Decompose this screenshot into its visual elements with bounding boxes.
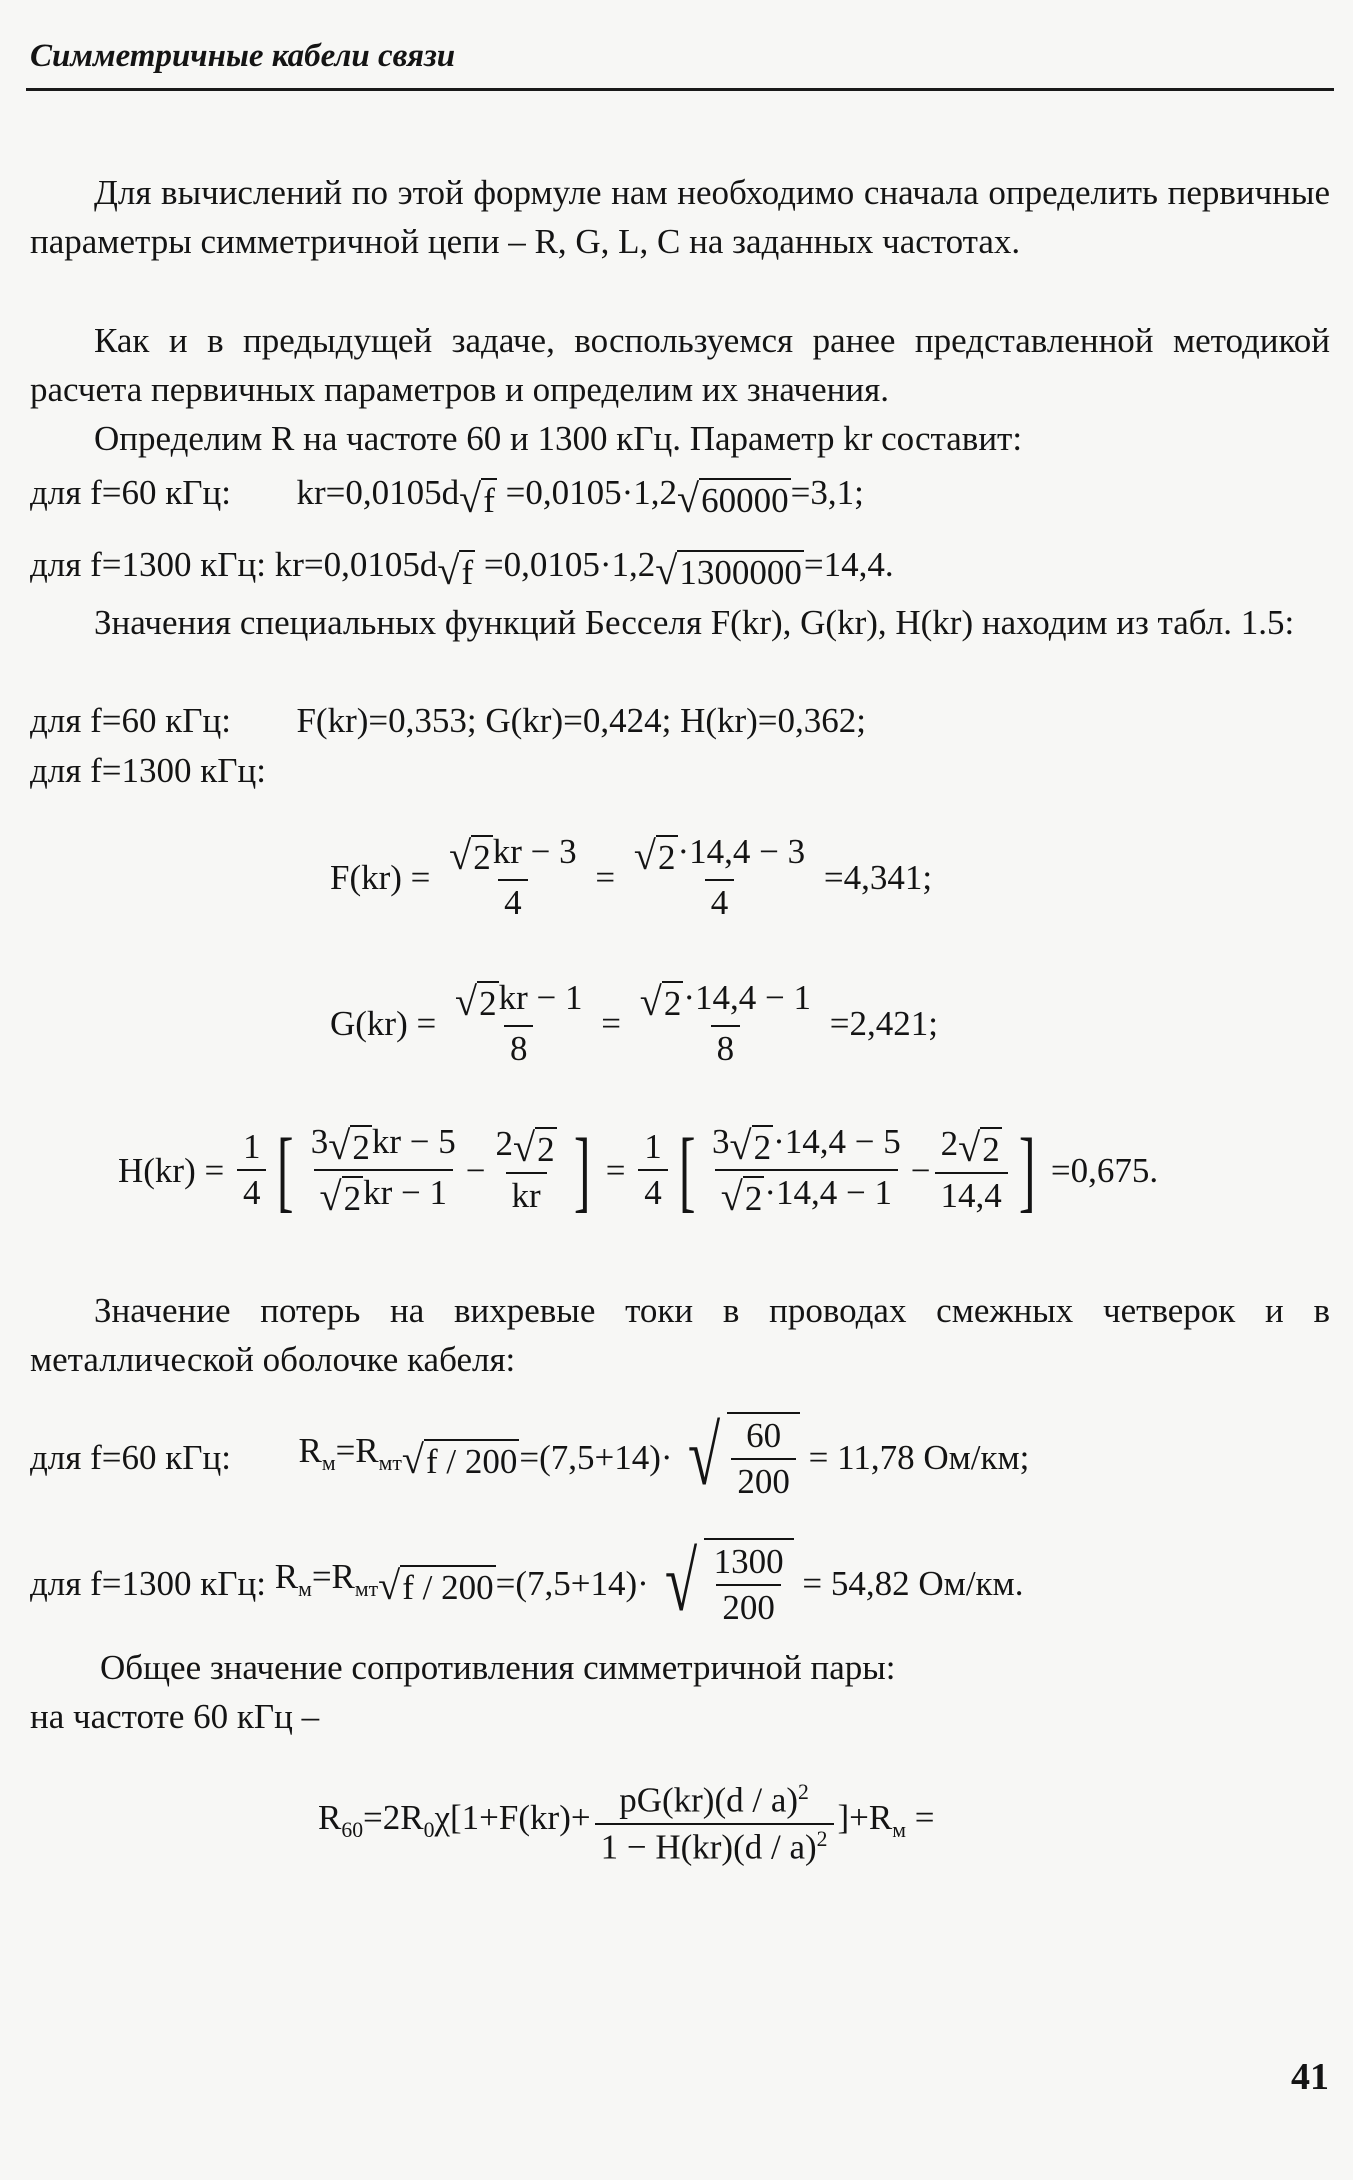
formula-R60: $R_{60}=2R_0\chi[1+F(kr)+$ $\frac{pG(kr)(d / a)^2}{1 - H(kr)(d / a)^2}$ ]$+R_м$ = [318, 1780, 935, 1867]
bessel-60-label: для f=60 кГц: [30, 701, 231, 740]
page-number: 41 [1291, 2056, 1329, 2098]
formula-G: G(kr) = $\frac{√2kr - 1}{8}$ = $\frac{√2\cdot 14,4 - 1}{8}$ =2,421; [330, 978, 938, 1069]
paragraph-4: Значения специальных функций Бесселя F(kr), G(kr), H(kr) находим из табл. 1.5: [94, 603, 1295, 642]
kr-60-res: =3,1; [790, 473, 864, 512]
kr-1300-rad: 1300000 [677, 550, 804, 593]
kr-1300-lhs: kr=0,0105d [274, 545, 438, 584]
kr-1300-line: для f=1300 кГц: kr=0,0105d√f =0,0105·1,2√1300000=14,4. [30, 545, 894, 594]
kr-1300-f: f [459, 550, 475, 593]
bessel-60-values: F(kr)=0,353; G(kr)=0,424; H(kr)=0,362; [296, 701, 867, 740]
running-header: Симметричные кабели связи [30, 38, 456, 74]
paragraph-6: Общее значение сопротивления симметричной пары: [100, 1648, 896, 1687]
kr-60-mid: =0,0105·1,2 [505, 473, 678, 512]
kr-60-f: f [481, 478, 497, 521]
bessel-60-line [30, 696, 866, 745]
paragraph-5: Значение потерь на вихревые токи в проводах смежных четверок и в металлической оболочке кабеля: [30, 1291, 1330, 1379]
kr-60-label: для f=60 кГц: [30, 473, 231, 512]
kr-60-line: для f=60 кГц: kr=0,0105d√f =0,0105·1,2√60000=3,1; [30, 473, 864, 522]
paragraph-1: Для вычислений по этой формуле нам необходимо сначала определить первичные параметры симметричной цепи – R, G, L, C на заданных частотах. [30, 173, 1330, 261]
paragraph-3: Определим R на частоте 60 и 1300 кГц. Параметр kr составит: [94, 419, 1023, 458]
paragraph-2: Как и в предыдущей задаче, воспользуемся ранее представленной методикой расчета первичных параметров и определим их значения. [30, 321, 1330, 409]
kr-60-rad: 60000 [699, 478, 791, 521]
bessel-1300-label: для f=1300 кГц: [30, 751, 266, 790]
kr-1300-res: =14,4. [803, 545, 894, 584]
rm-1300-line: для f=1300 кГц: $R_м=R_{мт}√f / 200=(7,5+14)\cdot$ √ $\frac{1300}{200}$ = 54,82 Ом/км. [30, 1536, 1024, 1630]
kr-60-lhs: kr=0,0105d [296, 473, 460, 512]
formula-F: F(kr) = $\frac{√2kr - 3}{4}$ = $\frac{√2\cdot 14,4 - 3}{4}$ =4,341; [330, 832, 933, 923]
rm-60-line: для f=60 кГц: $R_м=R_{мт}√f / 200=(7,5+14)\cdot$ √ $\frac{60}{200}$ = 11,78 Ом/км; [30, 1410, 1030, 1504]
formula-H: H(kr) = $\frac{1}{4}$ [ $\frac{3√2kr - 5}{√2kr - 1}$ − $\frac{2√2}{kr}$ ] = $\frac{1}{4}$ [ $\frac{3√2\cdot 14,4 - 5}{√2\cdot 14,4 - 1}$ − $\frac{2√2}{14,4}$ ] =0,675. [118, 1119, 1159, 1221]
kr-1300-mid: =0,0105·1,2 [483, 545, 656, 584]
paragraph-7: на частоте 60 кГц – [30, 1697, 320, 1736]
kr-1300-label: для f=1300 кГц: [30, 545, 266, 584]
header-rule [26, 88, 1334, 91]
